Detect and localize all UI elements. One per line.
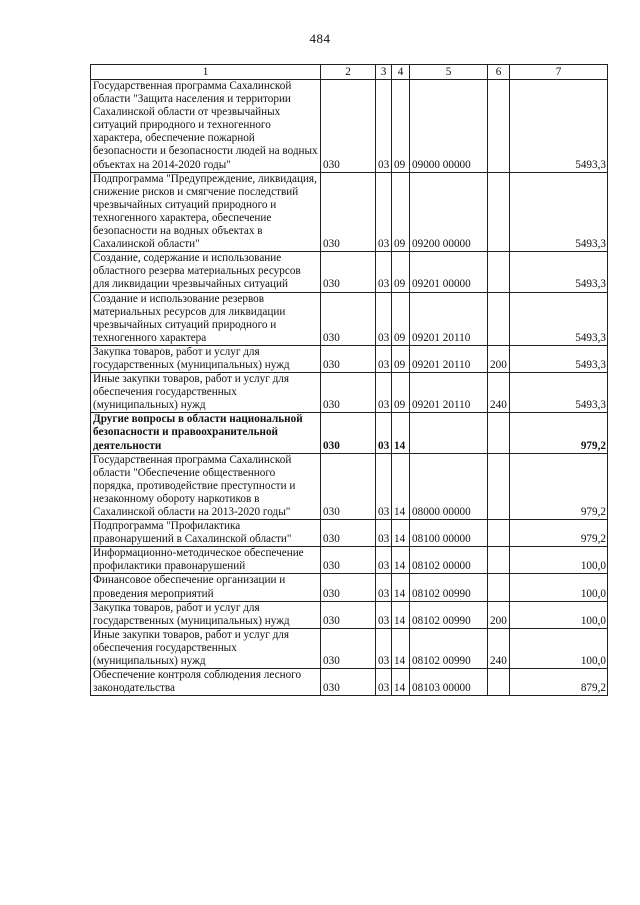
row-amount: 979,2: [510, 413, 608, 453]
header-col-name: 1: [91, 65, 321, 80]
row-ministry-code: 030: [321, 574, 376, 601]
table-row: [91, 292, 608, 345]
header-col-section: 3: [376, 65, 392, 80]
row-name: Создание, содержание и использование областного резерва материальных ресурсов для ликвидации чрезвычайных ситуаций: [91, 252, 321, 292]
table-row: [91, 80, 608, 173]
row-ministry-code: 030: [321, 373, 376, 413]
row-target-code: 08000 00000: [410, 453, 488, 519]
row-name: Обеспечение контроля соблюдения лесного законодательства: [91, 669, 321, 696]
row-subsection-code: 09: [392, 373, 410, 413]
row-ministry-code: 030: [321, 520, 376, 547]
header-row: [91, 65, 608, 80]
row-name: Другие вопросы в области национальной безопасности и правоохранительной деятельности: [91, 413, 321, 453]
row-name: Финансовое обеспечение организации и проведения мероприятий: [91, 574, 321, 601]
row-subsection-code: 09: [392, 172, 410, 252]
row-target-code: 09201 20110: [410, 373, 488, 413]
row-subsection-code: 14: [392, 413, 410, 453]
row-amount: 100,0: [510, 601, 608, 628]
row-subsection-code: 14: [392, 669, 410, 696]
row-section-code: 03: [376, 172, 392, 252]
row-ministry-code: 030: [321, 292, 376, 345]
budget-table: [90, 64, 608, 696]
row-amount: 979,2: [510, 520, 608, 547]
page-number: 484: [309, 31, 331, 46]
row-amount: 979,2: [510, 453, 608, 519]
row-kind-code: 240: [488, 373, 510, 413]
row-target-code: 08100 00000: [410, 520, 488, 547]
row-kind-code: [488, 413, 510, 453]
table-row: [91, 547, 608, 574]
table-row: [91, 520, 608, 547]
row-kind-code: [488, 520, 510, 547]
row-name: Закупка товаров, работ и услуг для государственных (муниципальных) нужд: [91, 345, 321, 372]
table-body: [91, 80, 608, 696]
row-kind-code: [488, 292, 510, 345]
row-ministry-code: 030: [321, 628, 376, 668]
header-col-ministry: 2: [321, 65, 376, 80]
table-row: [91, 628, 608, 668]
row-ministry-code: 030: [321, 252, 376, 292]
row-name: Закупка товаров, работ и услуг для государственных (муниципальных) нужд: [91, 601, 321, 628]
row-kind-code: [488, 574, 510, 601]
row-target-code: 08102 00000: [410, 547, 488, 574]
table-row: [91, 172, 608, 252]
row-name: Государственная программа Сахалинской области "Защита населения и территории Сахалинской области от чрезвычайных ситуаций природного и техногенного характера, обеспечение пожарной безопасности и безопасности людей на водных объектах на 2014-2020 годы": [91, 80, 321, 173]
row-name: Подпрограмма "Предупреждение, ликвидация, снижение рисков и смягчение последствий чрезвычайных ситуаций природного и техногенного характера, обеспечение безопасности на водных объектах в Сахалинской области": [91, 172, 321, 252]
table-row: [91, 453, 608, 519]
table-row: [91, 413, 608, 453]
row-subsection-code: 14: [392, 453, 410, 519]
row-amount: 100,0: [510, 574, 608, 601]
row-ministry-code: 030: [321, 345, 376, 372]
row-amount: 5493,3: [510, 252, 608, 292]
row-section-code: 03: [376, 413, 392, 453]
row-ministry-code: 030: [321, 413, 376, 453]
row-target-code: [410, 413, 488, 453]
row-name: Информационно-методическое обеспечение профилактики правонарушений: [91, 547, 321, 574]
row-subsection-code: 14: [392, 547, 410, 574]
row-amount: 5493,3: [510, 80, 608, 173]
row-section-code: 03: [376, 601, 392, 628]
row-subsection-code: 09: [392, 292, 410, 345]
row-kind-code: 240: [488, 628, 510, 668]
header-col-amount: 7: [510, 65, 608, 80]
row-kind-code: [488, 547, 510, 574]
row-name: Создание и использование резервов материальных ресурсов для ликвидации чрезвычайных ситуаций природного и техногенного характера: [91, 292, 321, 345]
row-target-code: 08102 00990: [410, 628, 488, 668]
header-col-target: 5: [410, 65, 488, 80]
row-subsection-code: 14: [392, 628, 410, 668]
row-target-code: 09201 20110: [410, 292, 488, 345]
header-col-subsection: 4: [392, 65, 410, 80]
row-section-code: 03: [376, 520, 392, 547]
row-section-code: 03: [376, 574, 392, 601]
row-section-code: 03: [376, 80, 392, 173]
row-subsection-code: 14: [392, 574, 410, 601]
row-amount: 5493,3: [510, 172, 608, 252]
row-amount: 5493,3: [510, 292, 608, 345]
row-target-code: 09000 00000: [410, 80, 488, 173]
row-amount: 5493,3: [510, 373, 608, 413]
row-section-code: 03: [376, 373, 392, 413]
table-row: [91, 373, 608, 413]
row-section-code: 03: [376, 628, 392, 668]
row-kind-code: 200: [488, 345, 510, 372]
row-subsection-code: 09: [392, 345, 410, 372]
row-amount: 100,0: [510, 547, 608, 574]
row-target-code: 09201 00000: [410, 252, 488, 292]
row-section-code: 03: [376, 345, 392, 372]
row-amount: 100,0: [510, 628, 608, 668]
row-target-code: 09200 00000: [410, 172, 488, 252]
row-ministry-code: 030: [321, 547, 376, 574]
row-section-code: 03: [376, 252, 392, 292]
row-ministry-code: 030: [321, 80, 376, 173]
row-section-code: 03: [376, 669, 392, 696]
row-kind-code: [488, 669, 510, 696]
row-kind-code: [488, 172, 510, 252]
row-name: Иные закупки товаров, работ и услуг для обеспечения государственных (муниципальных) нужд: [91, 373, 321, 413]
row-ministry-code: 030: [321, 172, 376, 252]
row-ministry-code: 030: [321, 601, 376, 628]
row-kind-code: [488, 453, 510, 519]
table-row: [91, 601, 608, 628]
row-subsection-code: 14: [392, 601, 410, 628]
row-kind-code: [488, 80, 510, 173]
row-name: Иные закупки товаров, работ и услуг для обеспечения государственных (муниципальных) нужд: [91, 628, 321, 668]
row-name: Государственная программа Сахалинской области "Обеспечение общественного порядка, противодействие преступности и незаконному обороту наркотиков в Сахалинской области на 2013-2020 годы": [91, 453, 321, 519]
row-target-code: 08102 00990: [410, 574, 488, 601]
table-row: [91, 574, 608, 601]
row-amount: 879,2: [510, 669, 608, 696]
row-ministry-code: 030: [321, 453, 376, 519]
table-row: [91, 345, 608, 372]
row-subsection-code: 09: [392, 80, 410, 173]
row-target-code: 08103 00000: [410, 669, 488, 696]
table-row: [91, 252, 608, 292]
row-subsection-code: 09: [392, 252, 410, 292]
row-section-code: 03: [376, 292, 392, 345]
row-amount: 5493,3: [510, 345, 608, 372]
row-name: Подпрограмма "Профилактика правонарушений в Сахалинской области": [91, 520, 321, 547]
row-target-code: 08102 00990: [410, 601, 488, 628]
row-kind-code: 200: [488, 601, 510, 628]
header-col-kind: 6: [488, 65, 510, 80]
table-row: [91, 669, 608, 696]
row-target-code: 09201 20110: [410, 345, 488, 372]
row-kind-code: [488, 252, 510, 292]
row-ministry-code: 030: [321, 669, 376, 696]
row-section-code: 03: [376, 547, 392, 574]
row-section-code: 03: [376, 453, 392, 519]
row-subsection-code: 14: [392, 520, 410, 547]
